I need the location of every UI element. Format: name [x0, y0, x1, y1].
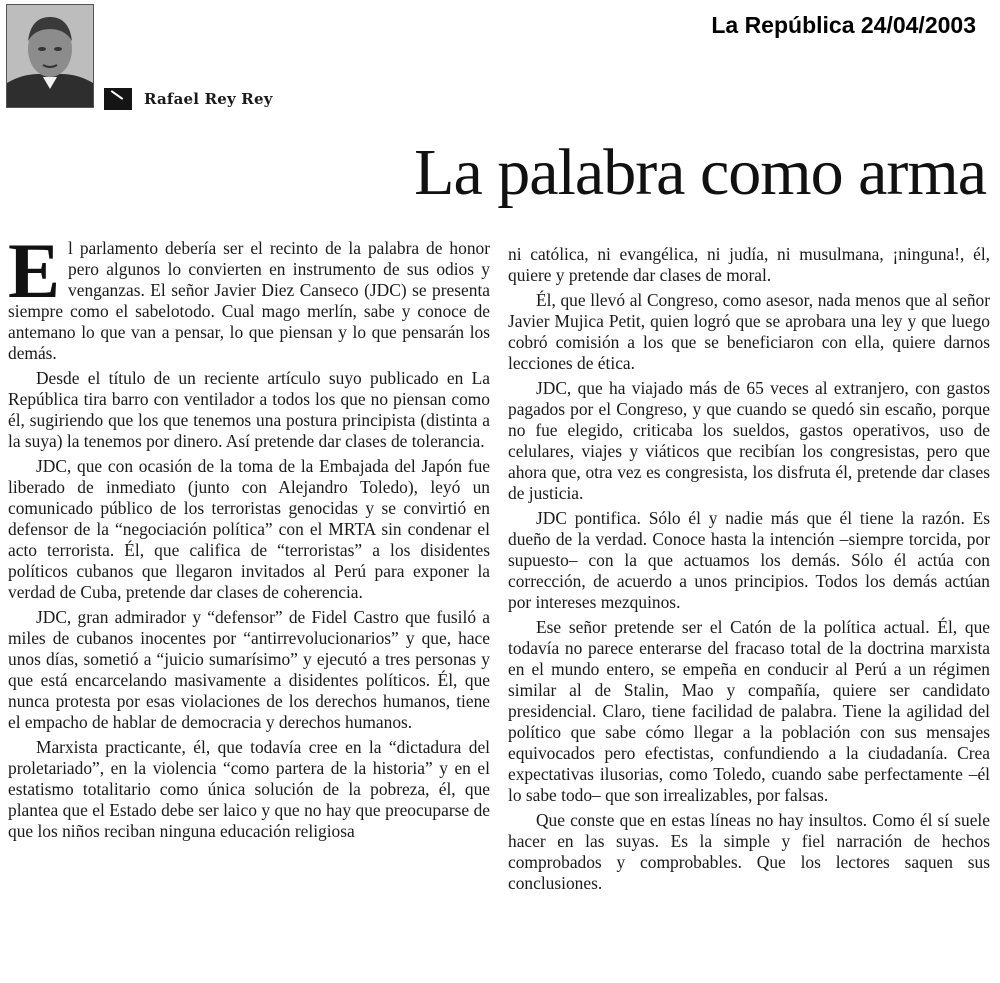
article-column-left: [8, 227, 490, 846]
article-paragraph: Que conste que en estas líneas no hay insultos. Como él sí suele hacer en las suyas. Es la simple y fiel narración de hechos comprobados y comprobables. Que los lectores saquen sus conclusiones.: [508, 810, 990, 893]
article-paragraph: JDC pontifica. Sólo él y nadie más que él tiene la razón. Es dueño de la verdad. Conoce hasta la intención –siempre torcida, por supuesto– con la que actuamos los demás. Sólo él actúa con corrección, de acuerdo a unos principios. Todos los demás actúan por intereses mezquinos.: [508, 508, 990, 612]
byline: [104, 88, 273, 110]
drop-cap: E: [8, 227, 61, 314]
author-name: Rafael Rey Rey: [144, 90, 273, 108]
first-paragraph-text: l parlamento debería ser el recinto de la palabra de honor pero algunos lo convierten en instrumento de sus odios y venganzas. El señor Javier Diez Canseco (JDC) se presenta siempre como el sabelotodo. Cual mago merlín, sabe y conoce de antemano lo que van a pensar, lo que piensan y lo que pensarán los demás.: [8, 238, 490, 363]
article-paragraph: Ese señor pretende ser el Catón de la política actual. Él, que todavía no parece enterarse del fracaso total de la doctrina marxista en el mundo entero, se empeña en conducir al Perú a un régimen similar al de Stalin, Mao y compañía, quiere ser candidato presidencial. Claro, tiene facilidad de palabra. Tiene la agilidad del político que sabe cómo llegar a la población con sus mensajes equivocados pero efectistas, confundiendo a la ciudadanía. Crea expectativas ilusorias, como Toledo, cuando sabe perfectamente –él lo sabe todo– que son irrealizables, por falsas.: [508, 617, 990, 805]
author-photo: [6, 4, 94, 108]
article-paragraph: Desde el título de un reciente artículo suyo publicado en La República tira barro con ventilador a todos los que no piensan como él, sugiriendo que los que tenemos una postura principista (distinta a la suya) la tenemos por dinero. Así pretende dar clases de tolerancia.: [8, 368, 490, 451]
article-paragraph: [8, 227, 490, 364]
column-logo-icon: [104, 88, 132, 110]
article-paragraph: JDC, que ha viajado más de 65 veces al extranjero, con gastos pagados por el Congreso, y que cuando se quedó sin escaño, porque no fue elegido, criticaba los sueldos, gastos operativos, uso de celulares, viajes y viáticos que recibían los congresistas, pero que ahora que, otra vez es congresista, los disfruta él, pretende dar clases de justicia.: [508, 378, 990, 503]
article-paragraph: JDC, gran admirador y “defensor” de Fidel Castro que fusiló a miles de cubanos inocentes por “antirrevolucionarios” y que, hace unos días, sometió a “juicio sumarísimo” y ejecutó a tres personas y que está encarcelando masivamente a disidentes políticos. Él, que nunca protesta por esas violaciones de los derechos humanos, tiene el empacho de hablar de democracia y derechos humanos.: [8, 607, 490, 732]
article-paragraph: ni católica, ni evangélica, ni judía, ni musulmana, ¡ninguna!, él, quiere y pretende dar clases de moral.: [508, 244, 990, 285]
article-column-right: [508, 244, 990, 898]
article-paragraph: Él, que llevó al Congreso, como asesor, nada menos que al señor Javier Mujica Petit, quien logró que se aprobara una ley y que luego cobró comisión a los que se beneficiaron con ella, quiere darnos lecciones de ética.: [508, 290, 990, 373]
article-paragraph: Marxista practicante, él, que todavía cree en la “dictadura del proletariado”, en la violencia “como partera de la historia” y en el estatismo totalitario como única solución de la pobreza, él, que plantea que el Estado debe ser laico y que no hay que preocuparse de que los niños reciban ninguna educación religiosa: [8, 737, 490, 841]
article-paragraph: JDC, que con ocasión de la toma de la Embajada del Japón fue liberado de inmediato (junto con Alejandro Toledo), leyó un comunicado público de los terroristas genocidas y se convirtió en defensor de la “negociación política” con el MRTA sin condenar el acto terrorista. Él, que califica de “terroristas” a los disidentes políticos cubanos que llegaron invitados al Perú para exponer la verdad de Cuba, pretende dar clases de coherencia.: [8, 456, 490, 602]
publication-date-label: La República 24/04/2003: [711, 12, 976, 38]
author-portrait-graphic: [7, 5, 93, 107]
article-title: La palabra como arma: [414, 136, 986, 209]
